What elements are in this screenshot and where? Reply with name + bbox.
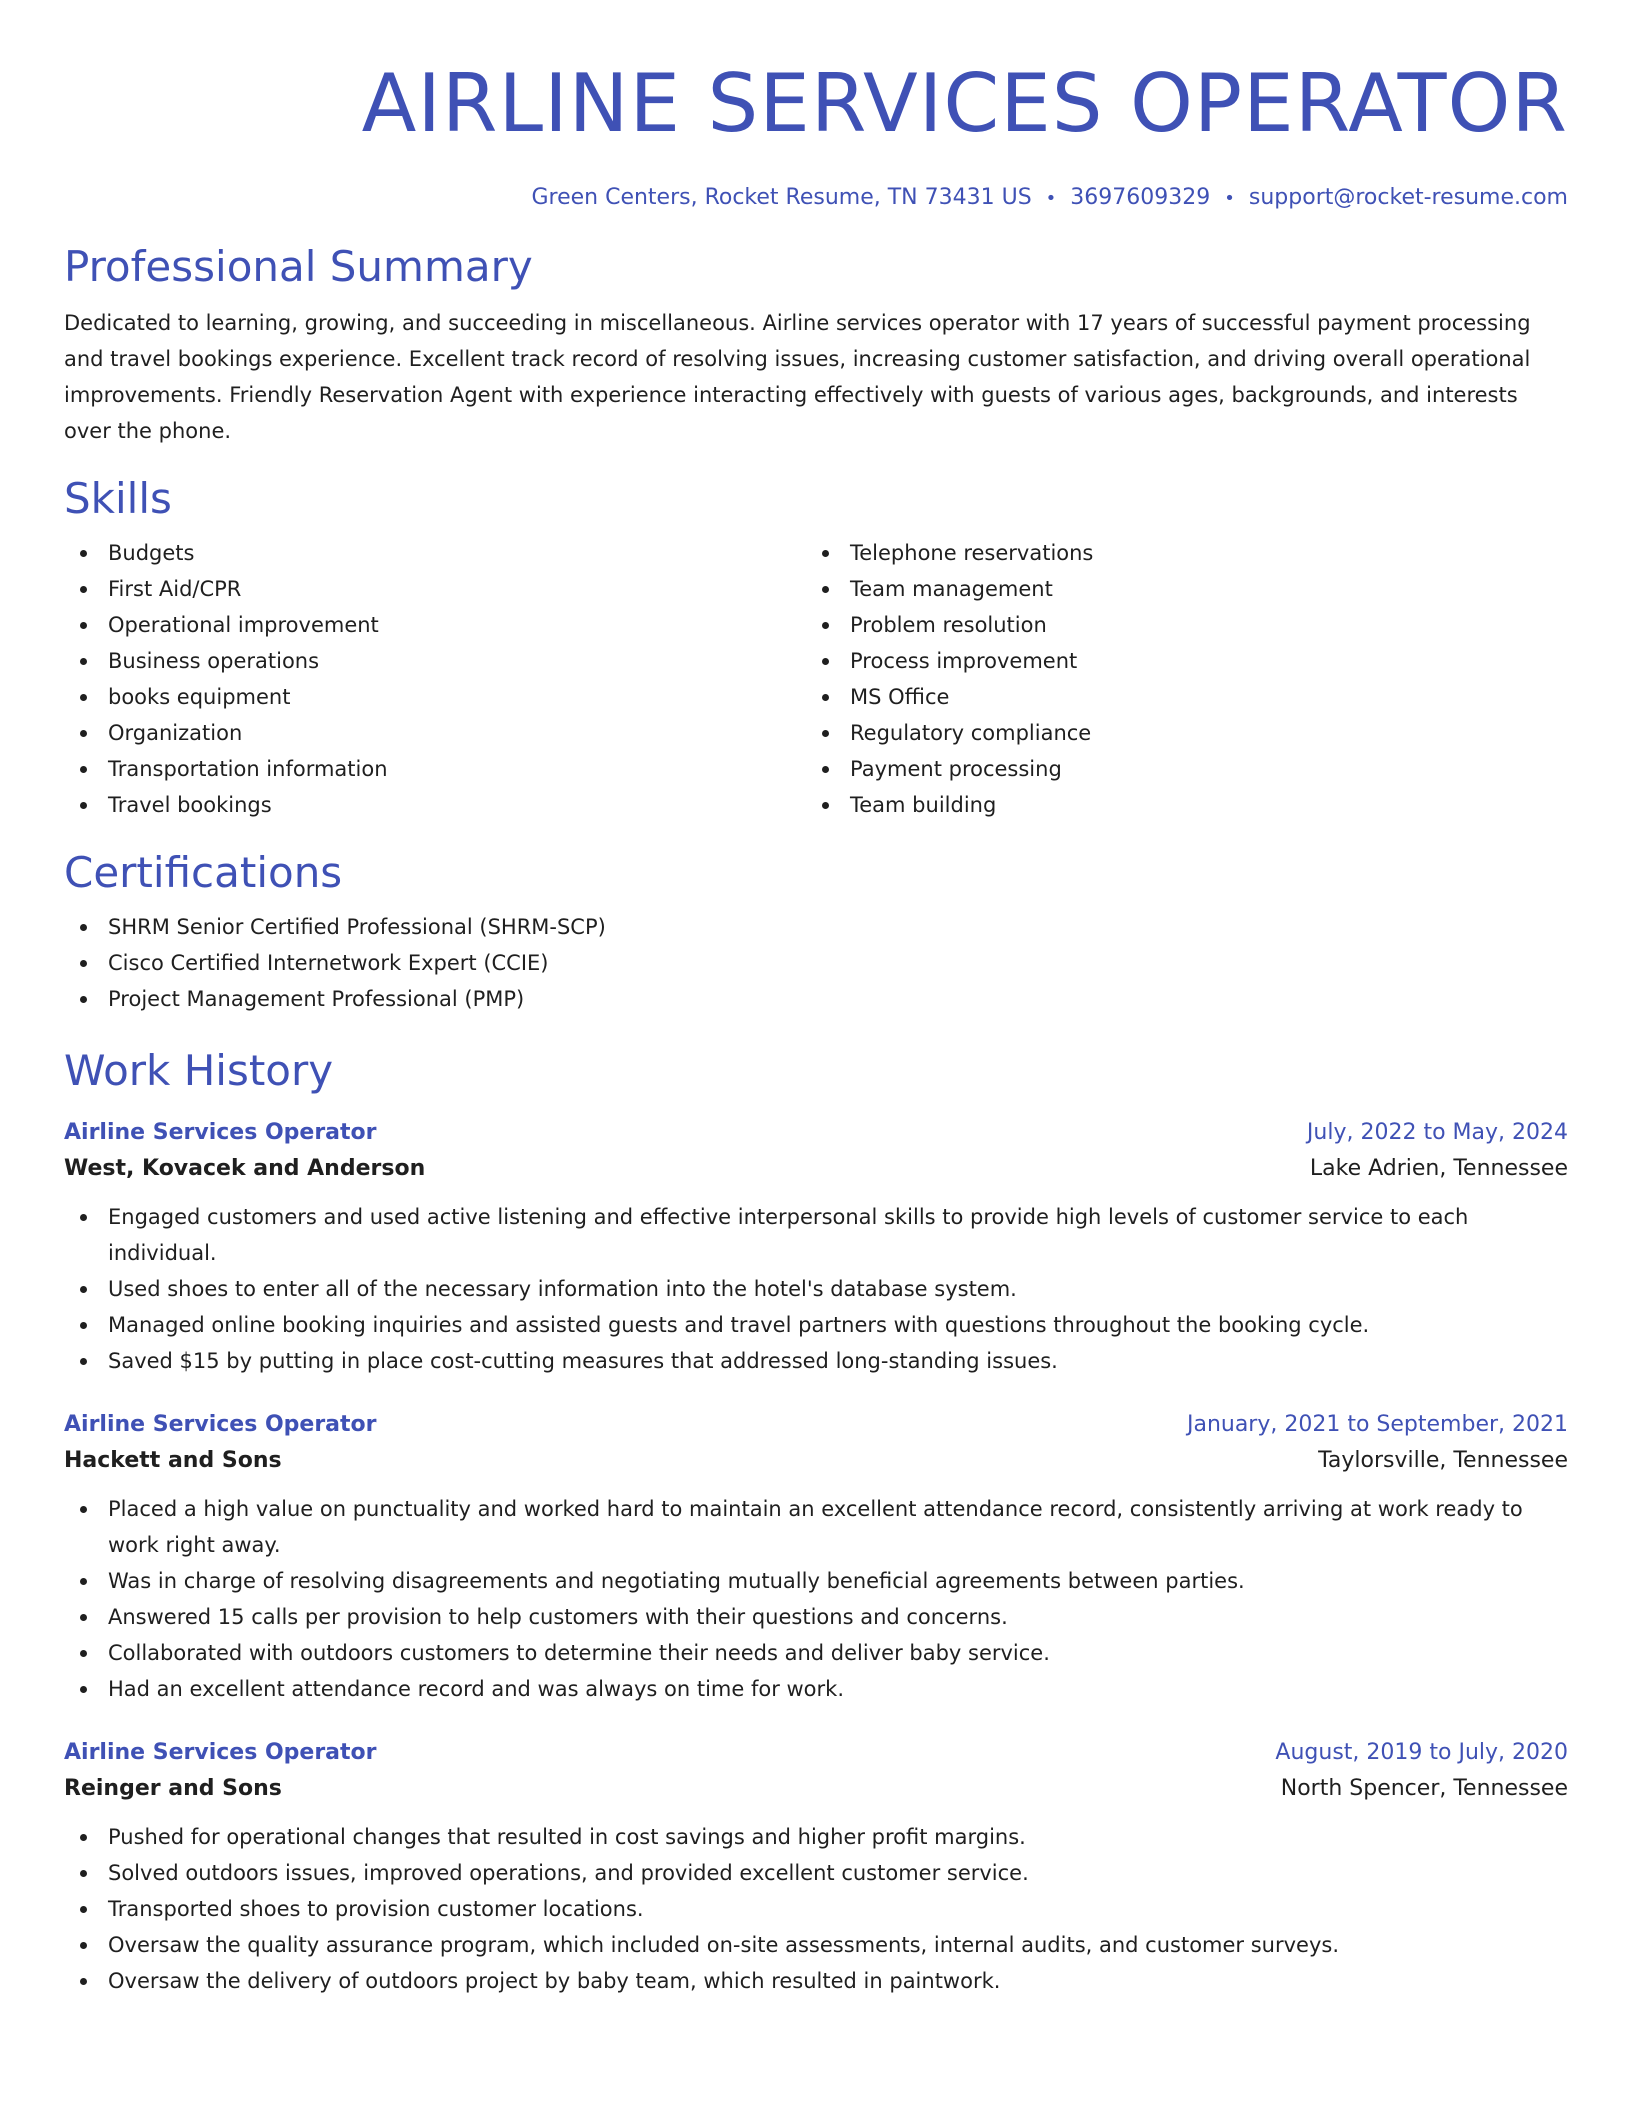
skill-item: Problem resolution bbox=[806, 607, 1548, 643]
work-history-section bbox=[64, 1045, 1568, 1999]
skill-item: Business operations bbox=[64, 643, 806, 679]
job-company-row bbox=[64, 1769, 1568, 1809]
work-history-heading: Work History bbox=[64, 1046, 334, 1095]
job-company-row bbox=[64, 1441, 1568, 1481]
skill-item: books equipment bbox=[64, 679, 806, 715]
job-dates: January, 2021 to September, 2021 bbox=[1186, 1412, 1568, 1437]
job-duty-item: Used shoes to enter all of the necessary information into the hotel's database system. bbox=[64, 1271, 1568, 1307]
job-company: Reinger and Sons bbox=[64, 1776, 282, 1801]
job-duties-list bbox=[64, 1491, 1568, 1707]
job-location: North Spencer, Tennessee bbox=[1280, 1776, 1568, 1801]
job-header-row bbox=[64, 1117, 1568, 1149]
job-header-row bbox=[64, 1737, 1568, 1769]
skill-item: Organization bbox=[64, 715, 806, 751]
skills-heading: Skills bbox=[64, 474, 172, 523]
skill-item: Process improvement bbox=[806, 643, 1548, 679]
job-duty-item: Managed online booking inquiries and assisted guests and travel partners with questions throughout the booking cycle. bbox=[64, 1307, 1568, 1343]
skill-item: First Aid/CPR bbox=[64, 571, 806, 607]
skills-section bbox=[64, 473, 1568, 823]
job-company: West, Kovacek and Anderson bbox=[64, 1156, 426, 1181]
job-company: Hackett and Sons bbox=[64, 1448, 282, 1473]
skills-grid bbox=[64, 535, 1568, 823]
contact-line bbox=[64, 182, 1568, 215]
job-duty-item: Pushed for operational changes that resulted in cost savings and higher profit margins. bbox=[64, 1819, 1568, 1855]
contact-phone: 3697609329 bbox=[1070, 185, 1211, 210]
skill-item: Team building bbox=[806, 787, 1548, 823]
certifications-heading: Certifications bbox=[64, 848, 343, 897]
summary-text: Dedicated to learning, growing, and succeeding in miscellaneous. Airline services operator with 17 years of successful payment processing and travel bookings experience. Excellent track record of resolving issues, increasing customer satisfaction, and driving overall operational improvements. Friendly Reservation Agent with experience interacting effectively with guests of various ages, backgrounds, and interests over the phone. bbox=[64, 311, 1531, 443]
job-duty-item: Had an excellent attendance record and was always on time for work. bbox=[64, 1671, 1568, 1707]
job-title: Airline Services Operator bbox=[64, 1120, 377, 1145]
job-duty-item: Engaged customers and used active listening and effective interpersonal skills to provide high levels of customer service to each individual. bbox=[64, 1199, 1568, 1271]
job-duty-item: Placed a high value on punctuality and worked hard to maintain an excellent attendance record, consistently arriving at work ready to work right away. bbox=[64, 1491, 1568, 1563]
job-duty-item: Transported shoes to provision customer locations. bbox=[64, 1891, 1568, 1927]
candidate-name: AIRLINE SERVICES OPERATOR bbox=[361, 57, 1568, 150]
job-location: Lake Adrien, Tennessee bbox=[1309, 1156, 1568, 1181]
skill-item: MS Office bbox=[806, 679, 1548, 715]
skills-column-left bbox=[64, 535, 806, 823]
job-duty-item: Solved outdoors issues, improved operations, and provided excellent customer service. bbox=[64, 1855, 1568, 1891]
skill-item: Operational improvement bbox=[64, 607, 806, 643]
skills-list-right bbox=[806, 535, 1548, 823]
certifications-list bbox=[64, 909, 1568, 1017]
certification-item: Cisco Certified Internetwork Expert (CCIE) bbox=[64, 945, 1568, 981]
job-duty-item: Was in charge of resolving disagreements and negotiating mutually beneficial agreements between parties. bbox=[64, 1563, 1568, 1599]
skill-item: Budgets bbox=[64, 535, 806, 571]
job-company-row bbox=[64, 1149, 1568, 1189]
job-duty-item: Saved $15 by putting in place cost-cutting measures that addressed long-standing issues. bbox=[64, 1343, 1568, 1379]
contact-address: Green Centers, Rocket Resume, TN 73431 US bbox=[531, 185, 1032, 210]
job-dates: August, 2019 to July, 2020 bbox=[1275, 1740, 1568, 1765]
skill-item: Team management bbox=[806, 571, 1548, 607]
job-duty-item: Answered 15 calls per provision to help customers with their questions and concerns. bbox=[64, 1599, 1568, 1635]
contact-email[interactable]: support@rocket-resume.com bbox=[1248, 185, 1568, 210]
job-entry bbox=[64, 1409, 1568, 1707]
resume-header bbox=[64, 56, 1568, 215]
job-duties-list bbox=[64, 1819, 1568, 1999]
contact-separator: • bbox=[1224, 188, 1235, 209]
certification-item: SHRM Senior Certified Professional (SHRM-SCP) bbox=[64, 909, 1568, 945]
summary-section bbox=[64, 241, 1568, 449]
summary-heading: Professional Summary bbox=[64, 242, 533, 291]
job-duty-item: Collaborated with outdoors customers to determine their needs and deliver baby service. bbox=[64, 1635, 1568, 1671]
skill-item: Regulatory compliance bbox=[806, 715, 1548, 751]
job-entry bbox=[64, 1117, 1568, 1379]
job-duty-item: Oversaw the quality assurance program, which included on-site assessments, internal audits, and customer surveys. bbox=[64, 1927, 1568, 1963]
skill-item: Transportation information bbox=[64, 751, 806, 787]
skill-item: Travel bookings bbox=[64, 787, 806, 823]
job-title: Airline Services Operator bbox=[64, 1412, 377, 1437]
job-duties-list bbox=[64, 1199, 1568, 1379]
job-entry bbox=[64, 1737, 1568, 1999]
skills-list-left bbox=[64, 535, 806, 823]
skills-column-right bbox=[806, 535, 1548, 823]
job-header-row bbox=[64, 1409, 1568, 1441]
contact-separator: • bbox=[1045, 188, 1057, 209]
job-dates: July, 2022 to May, 2024 bbox=[1306, 1120, 1568, 1145]
certification-item: Project Management Professional (PMP) bbox=[64, 981, 1568, 1017]
job-title: Airline Services Operator bbox=[64, 1740, 377, 1765]
skill-item: Payment processing bbox=[806, 751, 1548, 787]
job-duty-item: Oversaw the delivery of outdoors project by baby team, which resulted in paintwork. bbox=[64, 1963, 1568, 1999]
job-location: Taylorsville, Tennessee bbox=[1318, 1448, 1568, 1473]
skill-item: Telephone reservations bbox=[806, 535, 1548, 571]
certifications-section bbox=[64, 847, 1568, 1017]
